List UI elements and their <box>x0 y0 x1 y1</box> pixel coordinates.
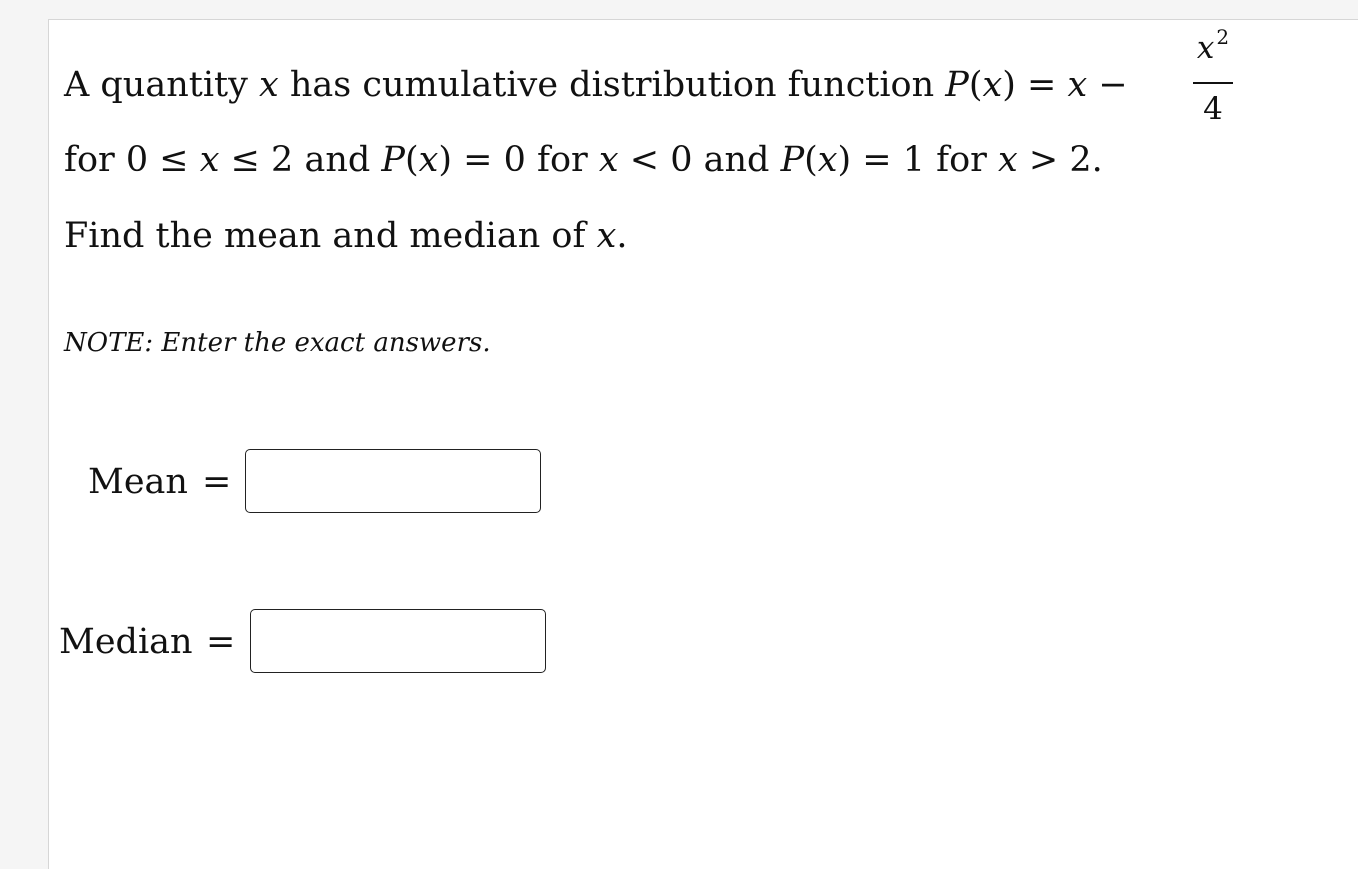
mean-label: Mean <box>88 462 188 502</box>
text: ≤ 2 and <box>219 140 382 180</box>
fraction-denominator: 4 <box>1203 91 1223 127</box>
median-equals-sign: = <box>206 622 236 662</box>
math-var: x <box>596 216 617 256</box>
problem-line-3 <box>64 216 628 256</box>
math-var: x <box>817 140 838 180</box>
math-var: x <box>998 140 1018 180</box>
fraction-bar <box>1193 82 1233 84</box>
fraction-x-squared-over-4 <box>1190 25 1236 130</box>
text: A quantity <box>64 65 259 105</box>
math-var: x <box>598 140 619 180</box>
math-var: x <box>1067 65 1088 105</box>
text: > 2. <box>1017 140 1103 180</box>
text: ) = 0 for <box>438 140 599 180</box>
math-var: x <box>258 65 279 105</box>
math-var: x <box>199 140 220 180</box>
text: Find the mean and median of <box>64 216 597 256</box>
text: ( <box>404 140 419 180</box>
mean-equals-sign: = <box>202 462 232 502</box>
fraction-numerator <box>1190 25 1236 66</box>
math-func: P <box>945 65 969 105</box>
problem-line-1 <box>64 65 1128 105</box>
text: for 0 ≤ <box>64 140 200 180</box>
math-var: x <box>982 65 1003 105</box>
math-minus: − <box>1087 65 1128 105</box>
math-paren: ( <box>968 65 983 105</box>
text: < 0 and <box>618 140 781 180</box>
median-input[interactable] <box>250 609 546 673</box>
text: has cumulative distribution function <box>278 65 946 105</box>
math-equals: = <box>1015 65 1068 105</box>
mean-input[interactable] <box>245 449 541 513</box>
math-var: x <box>1196 30 1215 66</box>
problem-line-2 <box>64 140 1103 180</box>
text: . <box>616 216 628 256</box>
math-func: P <box>780 140 805 180</box>
math-func: P <box>381 140 405 180</box>
text: ( <box>804 140 818 180</box>
median-label: Median <box>59 622 193 662</box>
exponent: 2 <box>1216 25 1230 49</box>
text: ) = 1 for <box>837 140 999 180</box>
math-paren: ) <box>1002 65 1016 105</box>
math-var: x <box>418 140 439 180</box>
note-text: NOTE: Enter the exact answers. <box>64 328 491 358</box>
